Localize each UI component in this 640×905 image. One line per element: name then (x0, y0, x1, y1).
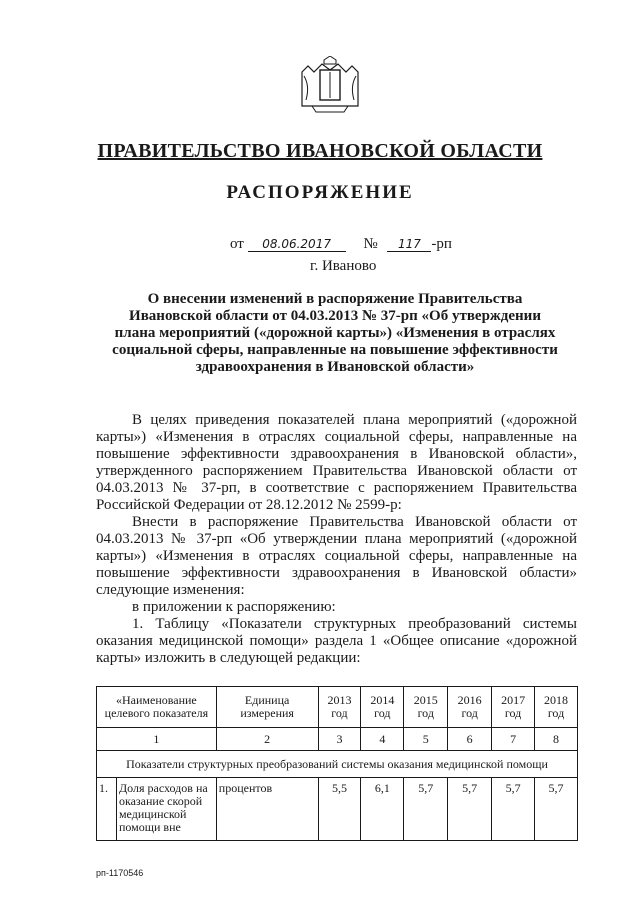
row-unit: процентов (216, 778, 318, 841)
row-value-2016: 5,7 (448, 778, 492, 841)
document-number: 117 (387, 237, 431, 252)
column-number-cell: 4 (361, 728, 404, 751)
column-number-cell: 6 (448, 728, 492, 751)
table-header-cell: «Наименование целевого показателя (97, 687, 217, 728)
row-value-2015: 5,7 (404, 778, 448, 841)
table-header-row (97, 687, 578, 728)
column-number-cell: 5 (404, 728, 448, 751)
column-number-cell: 8 (535, 728, 578, 751)
paragraph-annex: в приложении к распоряжению: (132, 599, 336, 615)
table-header-cell: 2015 год (404, 687, 448, 728)
row-value-2017: 5,7 (492, 778, 535, 841)
row-value-2018: 5,7 (535, 778, 578, 841)
table-row (97, 778, 578, 841)
indicators-table (96, 686, 578, 841)
document-subject: О внесении изменений в распоряжение Правительства Ивановской области от 04.03.2013 № 37-рп «Об утверждении плана мероприятий («дорожной карты») «Изменения в отраслях социальной сферы, направленные на повышение эффективности здравоохранения в Ивановской области» (112, 291, 558, 375)
paragraph-table-intro: 1. Таблицу «Показатели структурных преобразований системы оказания медицинской помощи» раздела 1 «Общее описание «дорожной карты» изложить в следующей редакции: (96, 616, 577, 666)
table-column-numbers-row (97, 728, 578, 751)
column-number-cell: 3 (318, 728, 361, 751)
table-header-cell: 2013 год (318, 687, 361, 728)
column-number-cell: 1 (97, 728, 217, 751)
coat-of-arms-emblem (292, 56, 368, 114)
document-date-line (230, 236, 452, 253)
row-number: 1. (97, 778, 117, 841)
city: г. Иваново (310, 258, 377, 274)
number-suffix: -рп (431, 236, 452, 252)
footer-code: рп-1170546 (96, 868, 144, 878)
column-number-cell: 2 (216, 728, 318, 751)
row-indicator-name: Доля расходов на оказание скорой медицинской помощи вне (116, 778, 216, 841)
document-type: РАСПОРЯЖЕНИЕ (226, 182, 414, 203)
number-sign: № (363, 236, 378, 252)
section-title: Показатели структурных преобразований системы оказания медицинской помощи (97, 751, 578, 778)
government-title: ПРАВИТЕЛЬСТВО ИВАНОВСКОЙ ОБЛАСТИ (97, 140, 543, 162)
document-body (96, 412, 577, 667)
table-header-cell: 2018 год (535, 687, 578, 728)
table-section-row (97, 751, 578, 778)
date-prefix: от (230, 236, 244, 252)
row-value-2014: 6,1 (361, 778, 404, 841)
column-number-cell: 7 (492, 728, 535, 751)
paragraph-resolution: Внести в распоряжение Правительства Ивановской области от 04.03.2013 № 37-рп «Об утверждении плана мероприятий («дорожной карты») «Изменения в отраслях социальной сферы, направленные на повышение эффективности здравоохранения в Ивановской области» следующие изменения: (96, 514, 577, 598)
table-header-cell: 2017 год (492, 687, 535, 728)
document-date: 08.06.2017 (248, 237, 346, 252)
row-value-2013: 5,5 (318, 778, 361, 841)
table-header-cell: Единица измерения (216, 687, 318, 728)
table-header-cell: 2014 год (361, 687, 404, 728)
paragraph-preamble: В целях приведения показателей плана мероприятий («дорожной карты») «Изменения в отраслях социальной сферы, направленные на повышение эффективности здравоохранения в Ивановской области», утвержденного распоряжением Правительства Ивановской области от 04.03.2013 № 37-рп, в соответствие с распоряжением Правительства Российской Федерации от 28.12.2012 № 2599-р: (96, 412, 577, 513)
table-header-cell: 2016 год (448, 687, 492, 728)
